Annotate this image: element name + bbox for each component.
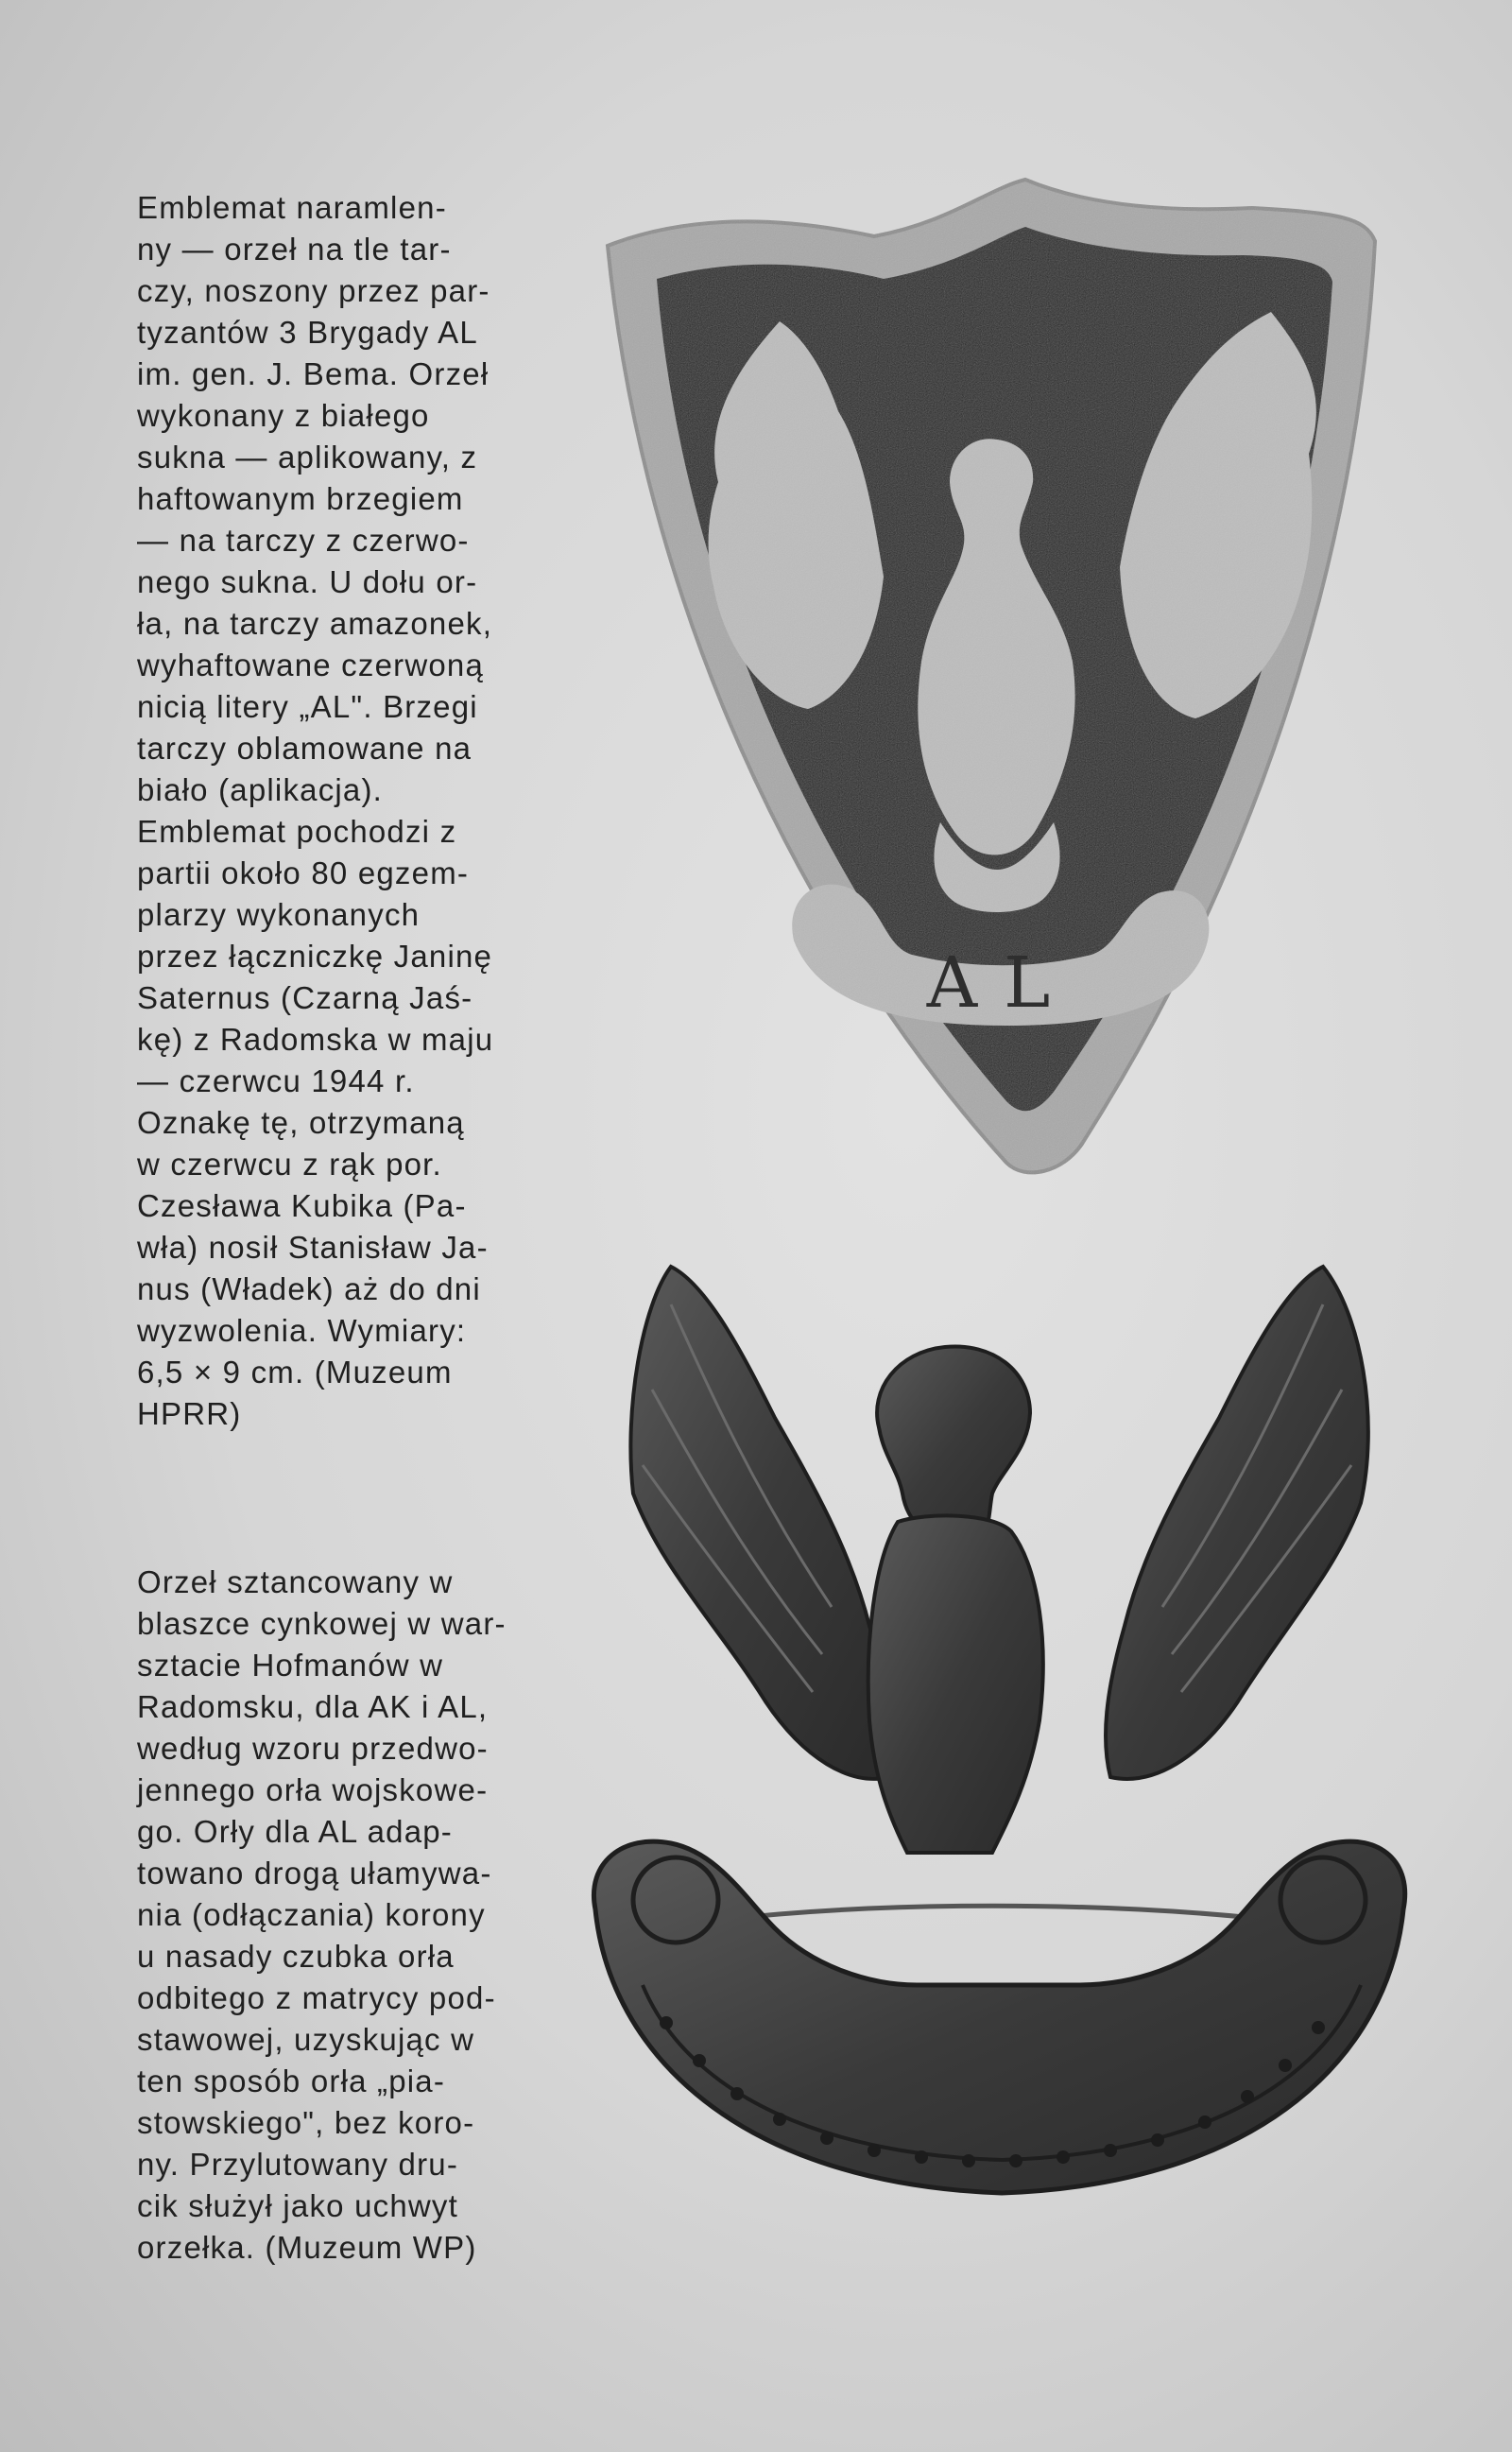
- pin-wire: [690, 1906, 1304, 1924]
- emblem-caption: Emblemat naramlen- ny — orzeł na tle tar- czy, noszony przez par- tyzantów 3 Brygady AL im. gen. J. Bema. Orzeł wykonany z białego sukna — aplikowany, z haftowanym brzegiem — na tarczy z czerwo- nego sukna. U dołu or- ła, na tarczy amazonek, wyhaftowane czerwoną nicią litery „AL". Brzegi tarczy oblamowane na biało (aplikacja). Emblemat pochodzi z partii około 80 egzem- plarzy wykonanych przez łączniczkę Janinę Saternus (Czarną Jaś- kę) z Radomska w maju — czerwcu 1944 r. Oznakę tę, otrzymaną w czerwcu z rąk por. Czesława Kubika (Pa- wła) nosił Stanisław Ja- nus (Władek) aż do dni wyzwolenia. Wymiary: 6,5 × 9 cm. (Muzeum HPRR): [137, 190, 494, 1431]
- eagle-body: [868, 1515, 1043, 1853]
- emblem-letters: AL: [926, 942, 1077, 1024]
- eagle-caption: Orzeł sztancowany w blaszce cynkowej w war- sztacie Hofmanów w Radomsku, dla AK i AL, według wzoru przedwo- jennego orła wojskowe- go. Orły dla AL adap- towano drogą ułamywa- nia (odłączania) korony u nasady czubka orła odbitego z matrycy pod- stawowej, uzyskując w ten sposób orła „pia- stowskiego", bez koro- ny. Przylutowany dru- cik służył jako uchwyt orzełka. (Muzeum WP): [137, 1564, 507, 2265]
- emblem-photo: [591, 170, 1384, 1191]
- eagle-head: [877, 1346, 1030, 1541]
- zinc-eagle-image: [586, 1248, 1408, 2250]
- eagle-right-wing: [1106, 1267, 1368, 1779]
- eagle-left-wing: [630, 1267, 892, 1779]
- eagle-photo: [586, 1248, 1408, 2250]
- shield-emblem-image: [591, 170, 1384, 1191]
